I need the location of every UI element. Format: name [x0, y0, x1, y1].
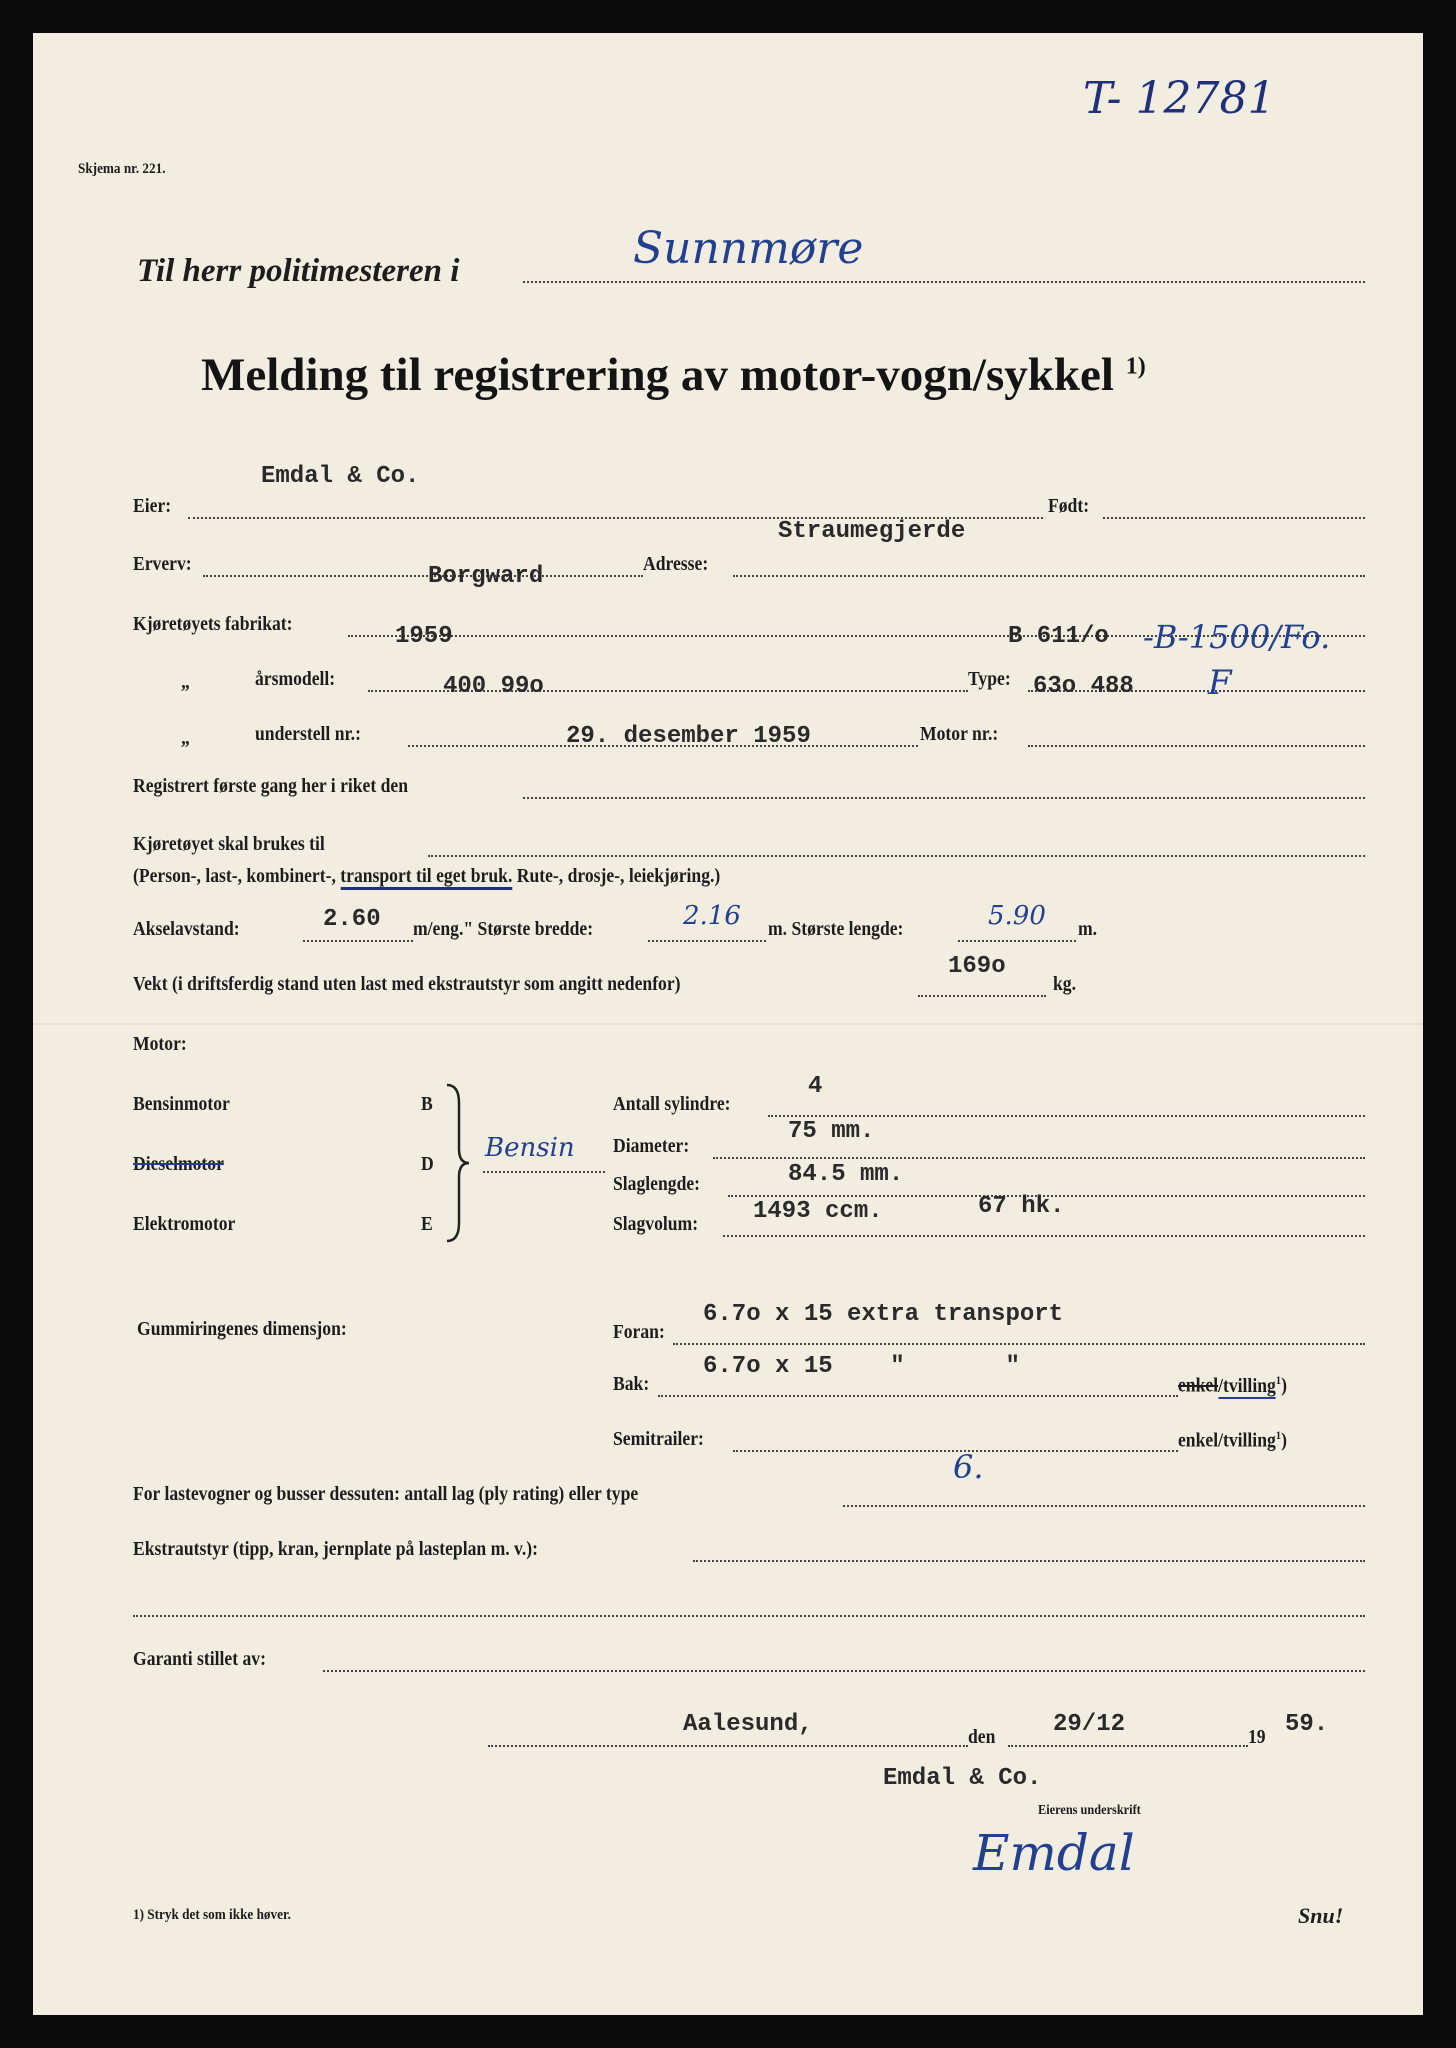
fold-line	[33, 1023, 1423, 1025]
sylindre-value: 4	[808, 1073, 823, 1100]
addressee-label: Til herr politimesteren i	[137, 253, 460, 289]
adresse-label: Adresse:	[643, 553, 709, 575]
slaglengde-label: Slaglengde:	[613, 1173, 701, 1195]
motor-type-bensin: Bensinmotor	[133, 1093, 230, 1115]
arsmodell-label: årsmodell:	[255, 668, 336, 690]
erverv-label: Erverv:	[133, 553, 192, 575]
registrert-value: 29. desember 1959	[566, 723, 811, 750]
motor-nr-label: Motor nr.:	[920, 723, 999, 745]
lengde-label: m. Største lengde:	[768, 918, 904, 940]
motor-code: D	[421, 1153, 434, 1175]
archive-ref: T- 12781	[1083, 73, 1276, 124]
akselavstand-unit: m/eng." Største bredde:	[413, 918, 594, 940]
ekstrautstyr-label: Ekstrautstyr (tipp, kran, jernplate på lasteplan m. v.):	[133, 1538, 538, 1560]
motor-type-elektro: Elektromotor	[133, 1213, 236, 1235]
signature-label: Eierens underskrift	[1038, 1803, 1141, 1818]
semitrailer-option: enkel/tvilling$^1$)	[1178, 1428, 1287, 1452]
registrert-label: Registrert første gang her i riket den	[133, 775, 409, 797]
motor-type-diesel: Dieselmotor	[133, 1153, 224, 1175]
semitrailer-label: Semitrailer:	[613, 1428, 704, 1450]
slagvolum-label: Slagvolum:	[613, 1213, 699, 1235]
vekt-label: Vekt (i driftsferdig stand uten last med ekstrautstyr som angitt nedenfor)	[133, 973, 681, 995]
addressee-value: Sunnmøre	[633, 223, 864, 274]
page-title: Melding til registrering av motor-vogn/sykkel $^{1)}$	[201, 349, 1146, 401]
garanti-label: Garanti stillet av:	[133, 1648, 266, 1670]
akselavstand-value: 2.60	[323, 906, 381, 933]
slagvolum-value: 1493 ccm.	[753, 1198, 883, 1225]
vekt-value: 169o	[948, 953, 1006, 980]
footnote: 1) Stryk det som ikke høver.	[133, 1907, 291, 1923]
bak-value: 6.7o x 15 " "	[703, 1353, 1020, 1380]
bredde-value: 2.16	[683, 901, 741, 931]
sylindre-label: Antall sylindre:	[613, 1093, 731, 1115]
type-handwritten: -B-1500/Fo.	[1143, 618, 1331, 656]
bak-label: Bak:	[613, 1373, 650, 1395]
fabrikat-label: Kjøretøyets fabrikat:	[133, 613, 293, 635]
lengde-unit: m.	[1078, 918, 1098, 940]
motor-code: E	[421, 1213, 433, 1235]
foran-value: 6.7o x 15 extra transport	[703, 1301, 1064, 1328]
motor-code: B	[421, 1093, 433, 1115]
akselavstand-label: Akselavstand:	[133, 918, 240, 940]
motor-nr-handwritten: F	[1208, 663, 1232, 703]
understell-label: understell nr.:	[255, 723, 361, 745]
understell-value: 400 99o	[443, 673, 544, 700]
form-page	[33, 33, 1423, 2015]
ditto-mark: „	[181, 671, 190, 693]
fodt-label: Født:	[1048, 495, 1090, 517]
vekt-unit: kg.	[1053, 973, 1076, 995]
brukes-label: Kjøretøyet skal brukes til	[133, 833, 325, 855]
owner-stamp: Emdal & Co.	[883, 1765, 1042, 1792]
year-value: 59.	[1285, 1711, 1329, 1738]
brukes-options: (Person-, last-, kombinert-, transport til eget bruk. Rute-, drosje-, leiekjøring.)	[133, 865, 720, 888]
motor-label: Motor:	[133, 1033, 187, 1055]
ply-label: For lastevogner og busser dessuten: antall lag (ply rating) eller type	[133, 1483, 639, 1505]
motor-nr-value: 63o 488	[1033, 673, 1134, 700]
ply-value: 6.	[953, 1448, 984, 1486]
fabrikat-value: Borgward	[428, 563, 544, 590]
eier-value: Emdal & Co.	[261, 463, 420, 490]
lengde-value: 5.90	[988, 901, 1046, 931]
den-label: den	[968, 1726, 996, 1748]
year-prefix: 19	[1248, 1726, 1266, 1748]
type-label: Type:	[968, 668, 1011, 690]
slaglengde-value: 84.5 mm.	[788, 1161, 904, 1188]
type-value: B 611/o	[1008, 623, 1109, 650]
hk-value: 67 hk.	[978, 1193, 1065, 1220]
gummi-label: Gummiringenes dimensjon:	[137, 1318, 347, 1340]
ditto-mark: „	[181, 727, 190, 749]
form-number: Skjema nr. 221.	[78, 161, 166, 177]
turn-over-note: Snu!	[1298, 1903, 1344, 1928]
date-value: 29/12	[1053, 1711, 1126, 1738]
adresse-value: Straumegjerde	[778, 518, 966, 545]
foran-label: Foran:	[613, 1321, 665, 1343]
arsmodell-value: 1959	[395, 623, 453, 650]
diameter-value: 75 mm.	[788, 1118, 875, 1145]
brace	[443, 1083, 473, 1243]
bak-enkel-tvilling: enkel/tvilling$^1$)	[1178, 1373, 1287, 1397]
motor-handwritten: Bensin	[485, 1133, 575, 1163]
diameter-label: Diameter:	[613, 1135, 690, 1157]
eier-label: Eier:	[133, 495, 172, 517]
place: Aalesund,	[683, 1711, 813, 1738]
owner-signature: Emdal	[973, 1824, 1135, 1882]
